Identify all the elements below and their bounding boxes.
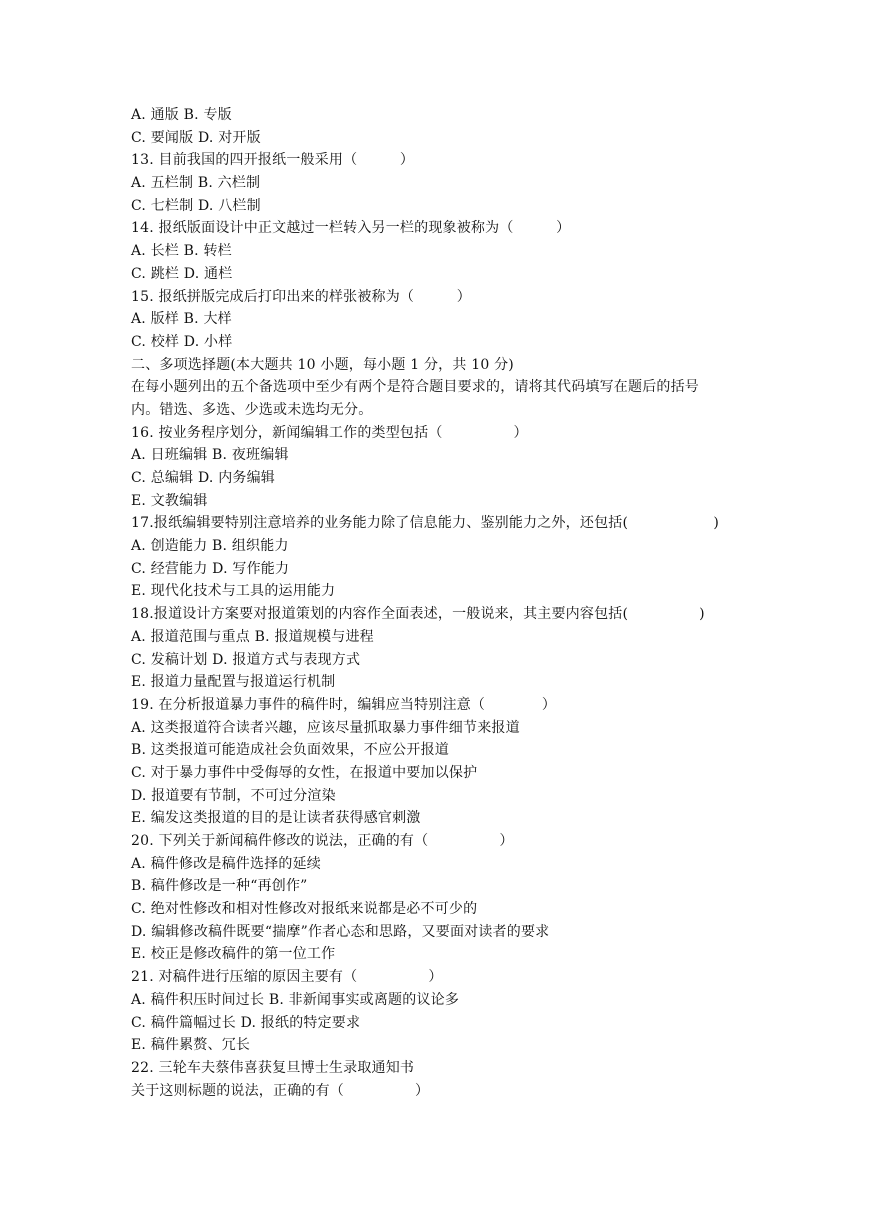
option-line-20: A. 稿件修改是稿件选择的延续	[131, 855, 322, 872]
section-instructions: 内。错选、多选、少选或未选均无分。	[131, 401, 373, 418]
option-line-20: D. 编辑修改稿件既要“揣摩”作者心态和思路，又要面对读者的要求	[131, 923, 550, 940]
question-17: 17.报纸编辑要特别注意培养的业务能力除了信息能力、鉴别能力之外，还包括( )	[131, 515, 719, 532]
question-22-prompt: 关于这则标题的说法，正确的有（ ）	[131, 1082, 430, 1099]
option-line-19: A. 这类报道符合读者兴趣，应该尽量抓取暴力事件细节来报道	[131, 719, 520, 736]
option-line-13: A. 五栏制 B. 六栏制	[131, 175, 261, 192]
option-line-16: A. 日班编辑 B. 夜班编辑	[131, 447, 289, 464]
option-line-19: B. 这类报道可能造成社会负面效果，不应公开报道	[131, 742, 449, 759]
section-heading: 二、多项选择题(本大题共 10 小题，每小题 1 分，共 10 分)	[131, 356, 514, 373]
option-line-18: A. 报道范围与重点 B. 报道规模与进程	[131, 628, 374, 645]
option-line-17: E. 现代化技术与工具的运用能力	[131, 583, 336, 600]
option-line-21: E. 稿件累赘、冗长	[131, 1037, 251, 1054]
option-line-17: C. 经营能力 D. 写作能力	[131, 560, 290, 577]
question-19: 19. 在分析报道暴力事件的稿件时，编辑应当特别注意（ ）	[131, 696, 557, 713]
question-21: 21. 对稿件进行压缩的原因主要有（ ）	[131, 969, 443, 986]
option-line-15: C. 校样 D. 小样	[131, 333, 233, 350]
question-20: 20. 下列关于新闻稿件修改的说法，正确的有（ ）	[131, 833, 514, 849]
option-line-16: E. 文教编辑	[131, 492, 208, 509]
question-13: 13. 目前我国的四开报纸一般采用（ ）	[131, 152, 415, 169]
document-body	[131, 104, 751, 1102]
option-line-12: C. 要闻版 D. 对开版	[131, 129, 261, 146]
option-line-19: C. 对于暴力事件中受侮辱的女性，在报道中要加以保护	[131, 764, 478, 781]
option-line-13: C. 七栏制 D. 八栏制	[131, 197, 261, 214]
option-line-21: A. 稿件积压时间过长 B. 非新闻事实或离题的议论多	[131, 991, 460, 1008]
question-14: 14. 报纸版面设计中正文越过一栏转入另一栏的现象被称为（ ）	[131, 220, 571, 237]
option-line-19: D. 报道要有节制，不可过分渲染	[131, 787, 336, 804]
option-line-20: E. 校正是修改稿件的第一位工作	[131, 946, 336, 963]
option-line-18: C. 发稿计划 D. 报道方式与表现方式	[131, 651, 361, 668]
question-22: 22. 三轮车夫蔡伟喜获复旦博士生录取通知书	[131, 1059, 415, 1076]
option-line-14: C. 跳栏 D. 通栏	[131, 265, 233, 282]
option-line-15: A. 版样 B. 大样	[131, 311, 232, 328]
option-line-21: C. 稿件篇幅过长 D. 报纸的特定要求	[131, 1014, 361, 1031]
option-line-12: A. 通版 B. 专版	[131, 107, 232, 123]
option-line-17: A. 创造能力 B. 组织能力	[131, 538, 289, 555]
option-line-19: E. 编发这类报道的目的是让读者获得感官刺激	[131, 810, 421, 827]
question-18: 18.报道设计方案要对报道策划的内容作全面表述，一般说来，其主要内容包括( )	[131, 606, 705, 623]
option-line-14: A. 长栏 B. 转栏	[131, 243, 232, 260]
question-15: 15. 报纸拼版完成后打印出来的样张被称为（ ）	[131, 288, 471, 305]
question-16: 16. 按业务程序划分，新闻编辑工作的类型包括（ ）	[131, 424, 528, 441]
section-instructions: 在每小题列出的五个备选项中至少有两个是符合题目要求的，请将其代码填写在题后的括号	[131, 379, 699, 396]
option-line-20: C. 绝对性修改和相对性修改对报纸来说都是必不可少的	[131, 901, 478, 918]
option-line-16: C. 总编辑 D. 内务编辑	[131, 470, 275, 486]
option-line-20: B. 稿件修改是一种“再创作”	[131, 878, 308, 895]
option-line-18: E. 报道力量配置与报道运行机制	[131, 674, 336, 691]
